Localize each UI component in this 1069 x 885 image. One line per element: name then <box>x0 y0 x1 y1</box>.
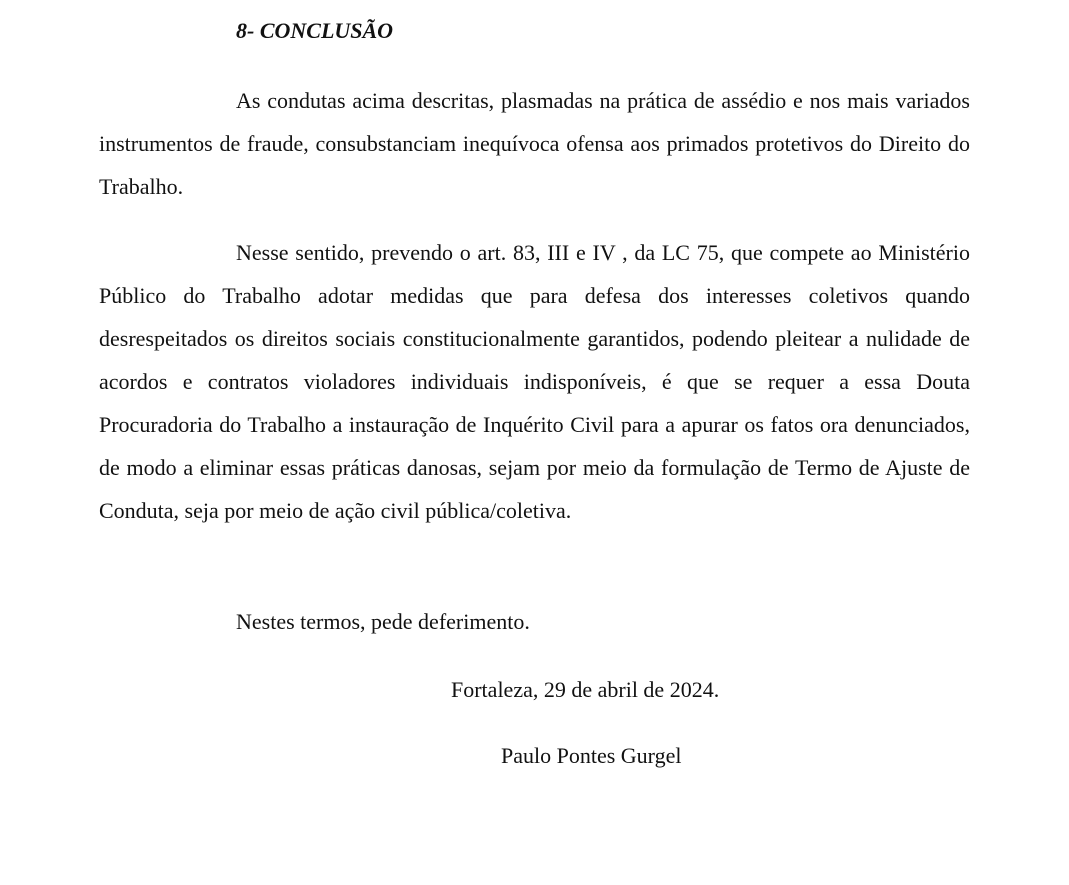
signer-name: Paulo Pontes Gurgel <box>501 743 682 768</box>
section-heading: 8- CONCLUSÃO <box>236 18 394 43</box>
paragraph-conduct: As condutas acima descritas, plasmadas na prática de assédio e nos mais variados instrumentos de fraude, consubstanciam inequívoca ofensa aos primados protetivos do Direito do Trabalho. <box>99 88 970 199</box>
place-and-date: Fortaleza, 29 de abril de 2024. <box>451 677 720 702</box>
paragraph-request: Nesse sentido, prevendo o art. 83, III e IV , da LC 75, que compete ao Ministério Público do Trabalho adotar medidas que para defesa dos interesses coletivos quando desrespeitados os direitos sociais constitucionalmente garantidos, podendo pleitear a nulidade de acordos e contratos violadores individuais indisponíveis, é que se requer a essa Douta Procuradoria do Trabalho a instauração de Inquérito Civil para a apurar os fatos ora denunciados, de modo a eliminar essas práticas danosas, sejam por meio da formulação de Termo de Ajuste de Conduta, seja por meio de ação civil pública/coletiva. <box>99 240 970 523</box>
closing-statement: Nestes termos, pede deferimento. <box>236 609 530 634</box>
